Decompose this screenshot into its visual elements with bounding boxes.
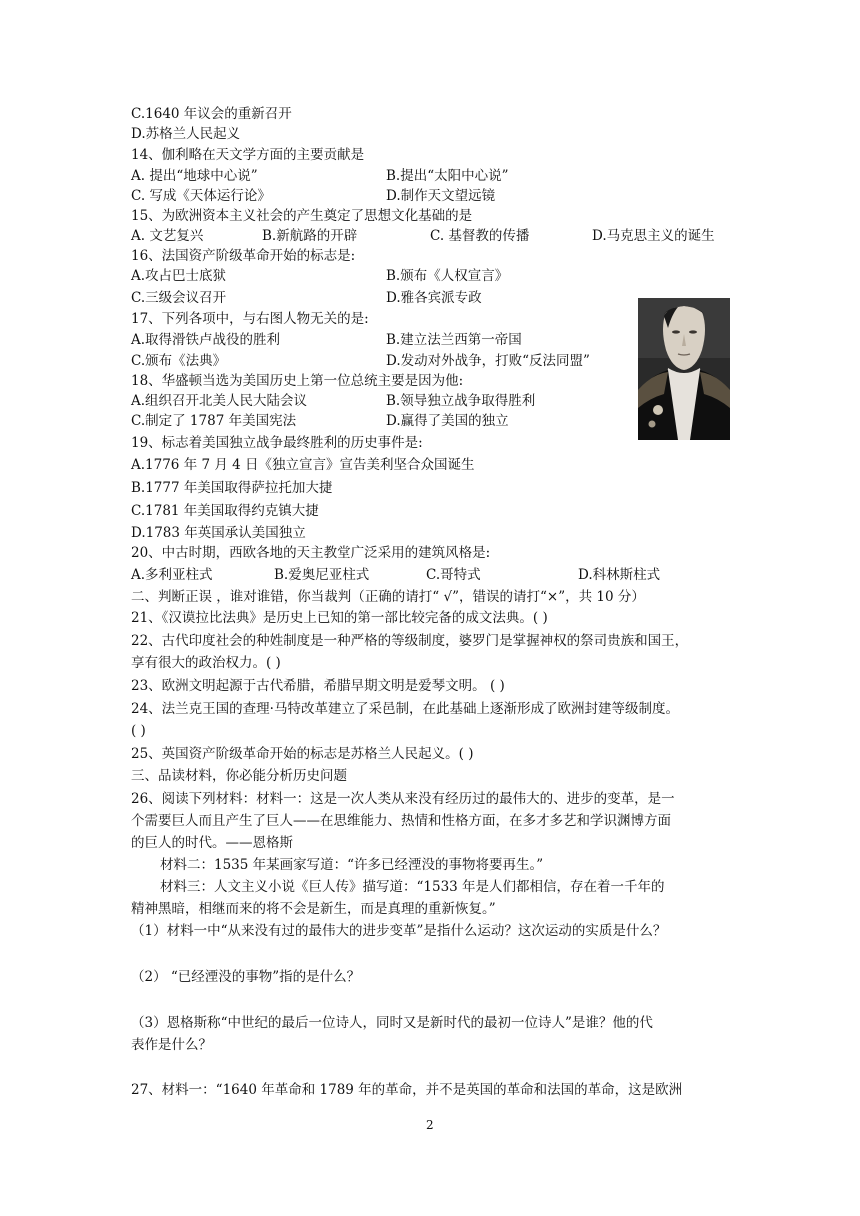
q15-option-d: D.马克思主义的诞生 [592,228,715,244]
question-20: 20、中古时期，西欧各地的天主教堂广泛采用的建筑风格是: [131,545,491,561]
sub-question-3-line-1: （3）恩格斯称“中世纪的最后一位诗人，同时又是新时代的最初一位诗人”是谁？他的代 [131,1015,653,1031]
question-14: 14、伽利略在天文学方面的主要贡献是 [131,147,365,163]
question-24-line-1: 24、法兰克王国的查理·马特改革建立了采邑制，在此基础上逐渐形成了欧洲封建等级制度。 [131,701,679,717]
q15-option-b: B.新航路的开辟 [262,228,358,244]
q20-option-b: B.爱奥尼亚柱式 [274,567,370,583]
question-21: 21、《汉谟拉比法典》是历史上已知的第一部比较完备的成文法典。( ) [131,610,548,626]
q14-option-b: B.提出“太阳中心说” [386,168,509,184]
question-26-line-3: 的巨人的时代。——恩格斯 [131,835,293,851]
question-22-line-1: 22、古代印度社会的种姓制度是一种严格的等级制度，婆罗门是掌握神权的祭司贵族和国王， [131,633,689,649]
material-3-line-1: 材料三：人文主义小说《巨人传》描写道：“1533 年是人们都相信，存在着一千年的 [160,879,665,895]
option-d-line: D.苏格兰人民起义 [131,126,241,142]
question-22-line-2: 享有很大的政治权力。( ) [131,655,281,671]
q19-option-b: B.1777 年美国取得萨拉托加大捷 [131,480,333,496]
q17-option-c: C.颁布《法典》 [131,353,227,369]
q16-option-b: B.颁布《人权宣言》 [386,268,509,284]
question-17: 17、下列各项中，与右图人物无关的是: [131,311,369,327]
question-26-line-2: 个需要巨人而且产生了巨人——在思维能力、热情和性格方面，在多才多艺和学识渊博方面 [131,813,671,829]
q17-option-b: B.建立法兰西第一帝国 [386,332,522,348]
q15-option-a: A. 文艺复兴 [131,228,204,244]
q18-option-c: C.制定了 1787 年美国宪法 [131,413,297,429]
page-number: 2 [426,1118,434,1132]
q20-option-c: C.哥特式 [426,567,481,583]
sub-question-2: （2） “已经湮没的事物”指的是什么？ [131,969,361,985]
q19-option-c: C.1781 年美国取得约克镇大捷 [131,503,319,519]
q19-option-d: D.1783 年英国承认美国独立 [131,525,306,541]
section-3-heading: 三、品读材料，你必能分析历史问题 [131,768,347,784]
q14-option-d: D.制作天文望远镜 [386,188,496,204]
q16-option-c: C.三级会议召开 [131,290,227,306]
sub-question-1: （1）材料一中“从来没有过的最伟大的进步变革”是指什么运动？这次运动的实质是什么？ [131,923,667,939]
q19-option-a: A.1776 年 7 月 4 日《独立宣言》宣告美利坚合众国诞生 [131,457,475,473]
question-16: 16、法国资产阶级革命开始的标志是: [131,248,356,264]
q18-option-a: A.组织召开北美人民大陆会议 [131,393,308,409]
option-c-line: C.1640 年议会的重新召开 [131,106,292,122]
napoleon-portrait [638,298,730,440]
q17-option-a: A.取得滑铁卢战役的胜利 [131,332,281,348]
material-2: 材料二：1535 年某画家写道：“许多已经湮没的事物将要再生。” [160,857,544,873]
portrait-image [638,298,730,440]
q20-option-a: A.多利亚柱式 [131,567,213,583]
section-2-heading: 二、判断正误 ，谁对谁错，你当裁判（正确的请打“ √”，错误的请打“×”，共 10 分） [131,589,645,605]
q18-option-b: B.领导独立战争取得胜利 [386,393,536,409]
material-3-line-2: 精神黑暗，相继而来的将不会是新生，而是真理的重新恢复。” [131,901,496,917]
q17-option-d: D.发动对外战争，打败“反法同盟” [386,353,590,369]
question-15: 15、为欧洲资本主义社会的产生奠定了思想文化基础的是 [131,208,473,224]
q16-option-a: A.攻占巴士底狱 [131,268,227,284]
q14-option-a: A. 提出“地球中心说” [131,168,258,184]
question-27: 27、材料一：“1640 年革命和 1789 年的革命，并不是英国的革命和法国的革命，这是欧洲 [131,1082,683,1098]
question-26-line-1: 26、阅读下列材料：材料一：这是一次人类从来没有经历过的最伟大的、进步的变革，是一 [131,791,675,807]
q20-option-d: D.科林斯柱式 [578,567,661,583]
question-19: 19、标志着美国独立战争最终胜利的历史事件是: [131,435,423,451]
question-23: 23、欧洲文明起源于古代希腊，希腊早期文明是爱琴文明。 ( ) [131,678,505,694]
sub-question-3-line-2: 表作是什么？ [131,1037,212,1053]
q14-option-c: C. 写成《天体运行论》 [131,188,271,204]
question-24-line-2: ( ) [131,723,146,739]
q18-option-d: D.赢得了美国的独立 [386,413,509,429]
question-25: 25、英国资产阶级革命开始的标志是苏格兰人民起义。( ) [131,746,474,762]
q15-option-c: C. 基督教的传播 [430,228,530,244]
q16-option-d: D.雅各宾派专政 [386,290,482,306]
question-18: 18、华盛顿当选为美国历史上第一位总统主要是因为他: [131,373,464,389]
